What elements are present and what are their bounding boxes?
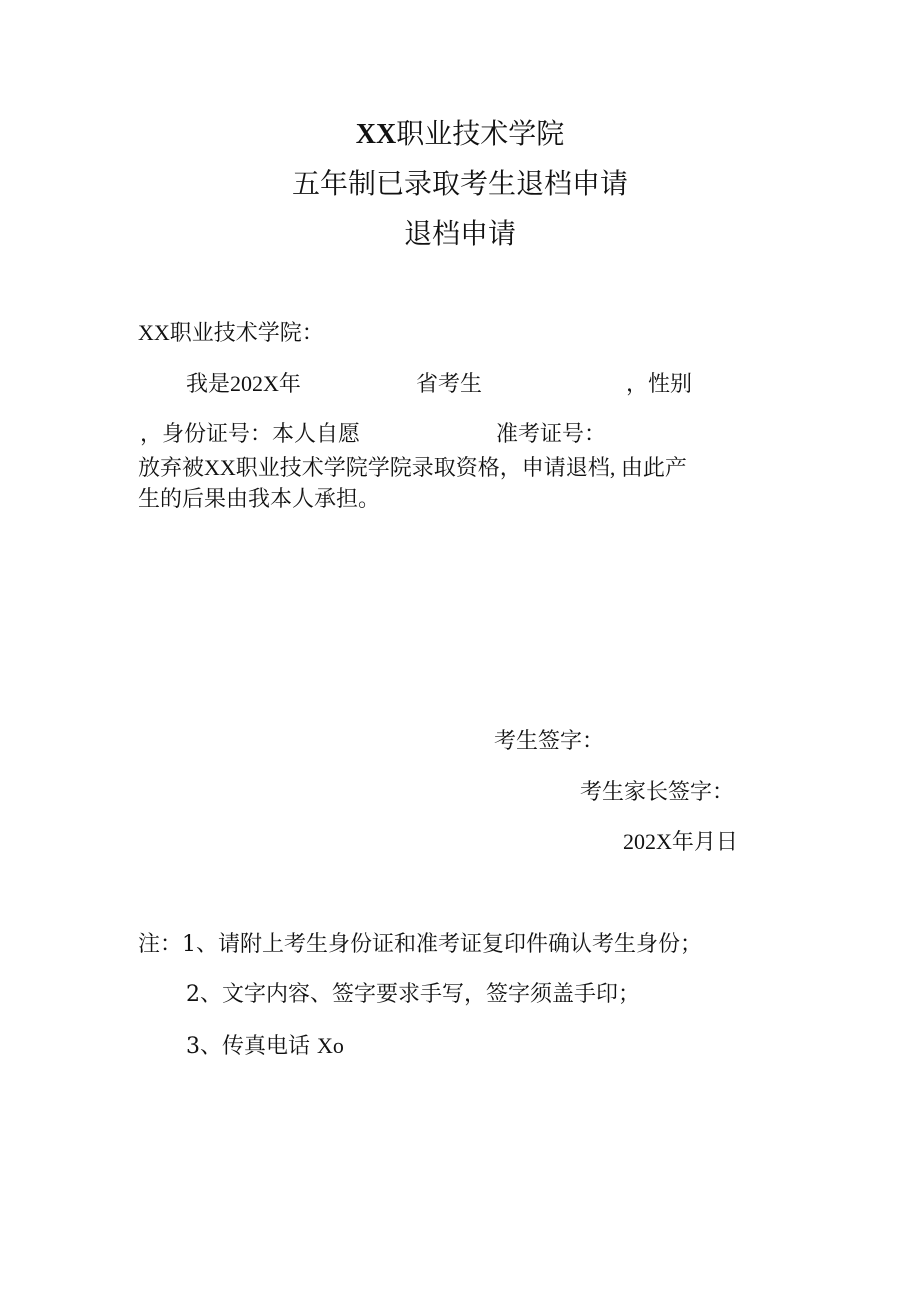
document-subtitle: 五年制已录取考生退档申请 bbox=[291, 167, 628, 200]
letter-line2-id: ，身份证号：本人自愿 bbox=[140, 422, 361, 447]
school-name-title bbox=[0, 117, 920, 150]
note-3 bbox=[186, 1035, 344, 1058]
line1-text-b: 年 bbox=[278, 372, 301, 397]
school-name-prefix: XX bbox=[355, 119, 397, 150]
document-title: 退档申请 bbox=[403, 217, 516, 250]
school-name-suffix: 职业技术学院 bbox=[396, 117, 565, 150]
letter-salutation bbox=[138, 322, 324, 345]
line3-text-b: 职业技术学院学院录取资格，申请退档 bbox=[235, 456, 610, 481]
date-label bbox=[623, 831, 738, 854]
note-2: 2、文字内容、签字要求手写，签字须盖手印； bbox=[186, 982, 640, 1007]
letter-line1-gender: ，性别 bbox=[626, 372, 693, 397]
parent-signature-label: 考生家长签字： bbox=[580, 780, 735, 805]
letter-line1-year bbox=[186, 373, 301, 396]
letter-line2-exam-number: 准考证号： bbox=[496, 422, 607, 447]
line3-xx: XX bbox=[204, 455, 236, 480]
note3-fax: Xo bbox=[317, 1033, 344, 1058]
line3-text-a: 放弃被 bbox=[138, 456, 205, 481]
letter-line3 bbox=[138, 457, 687, 480]
line1-year: 202X bbox=[230, 371, 279, 396]
note3-text: 3、传真电话 bbox=[186, 1034, 310, 1059]
line3-text-c: , 由此产 bbox=[609, 455, 687, 480]
letter-line4: 生的后果由我本人承担。 bbox=[138, 487, 381, 512]
date-year: 202X bbox=[623, 829, 672, 854]
note-1: 注：1、请附上考生身份证和准考证复印件确认考生身份； bbox=[138, 932, 702, 957]
salutation-suffix: 职业技术学院： bbox=[169, 321, 324, 346]
student-signature-label: 考生签字： bbox=[494, 729, 605, 754]
line1-text-a: 我是 bbox=[186, 372, 231, 397]
date-rest: 年月日 bbox=[671, 830, 738, 855]
salutation-prefix: XX bbox=[138, 320, 170, 345]
letter-line1-province: 省考生 bbox=[416, 372, 483, 397]
